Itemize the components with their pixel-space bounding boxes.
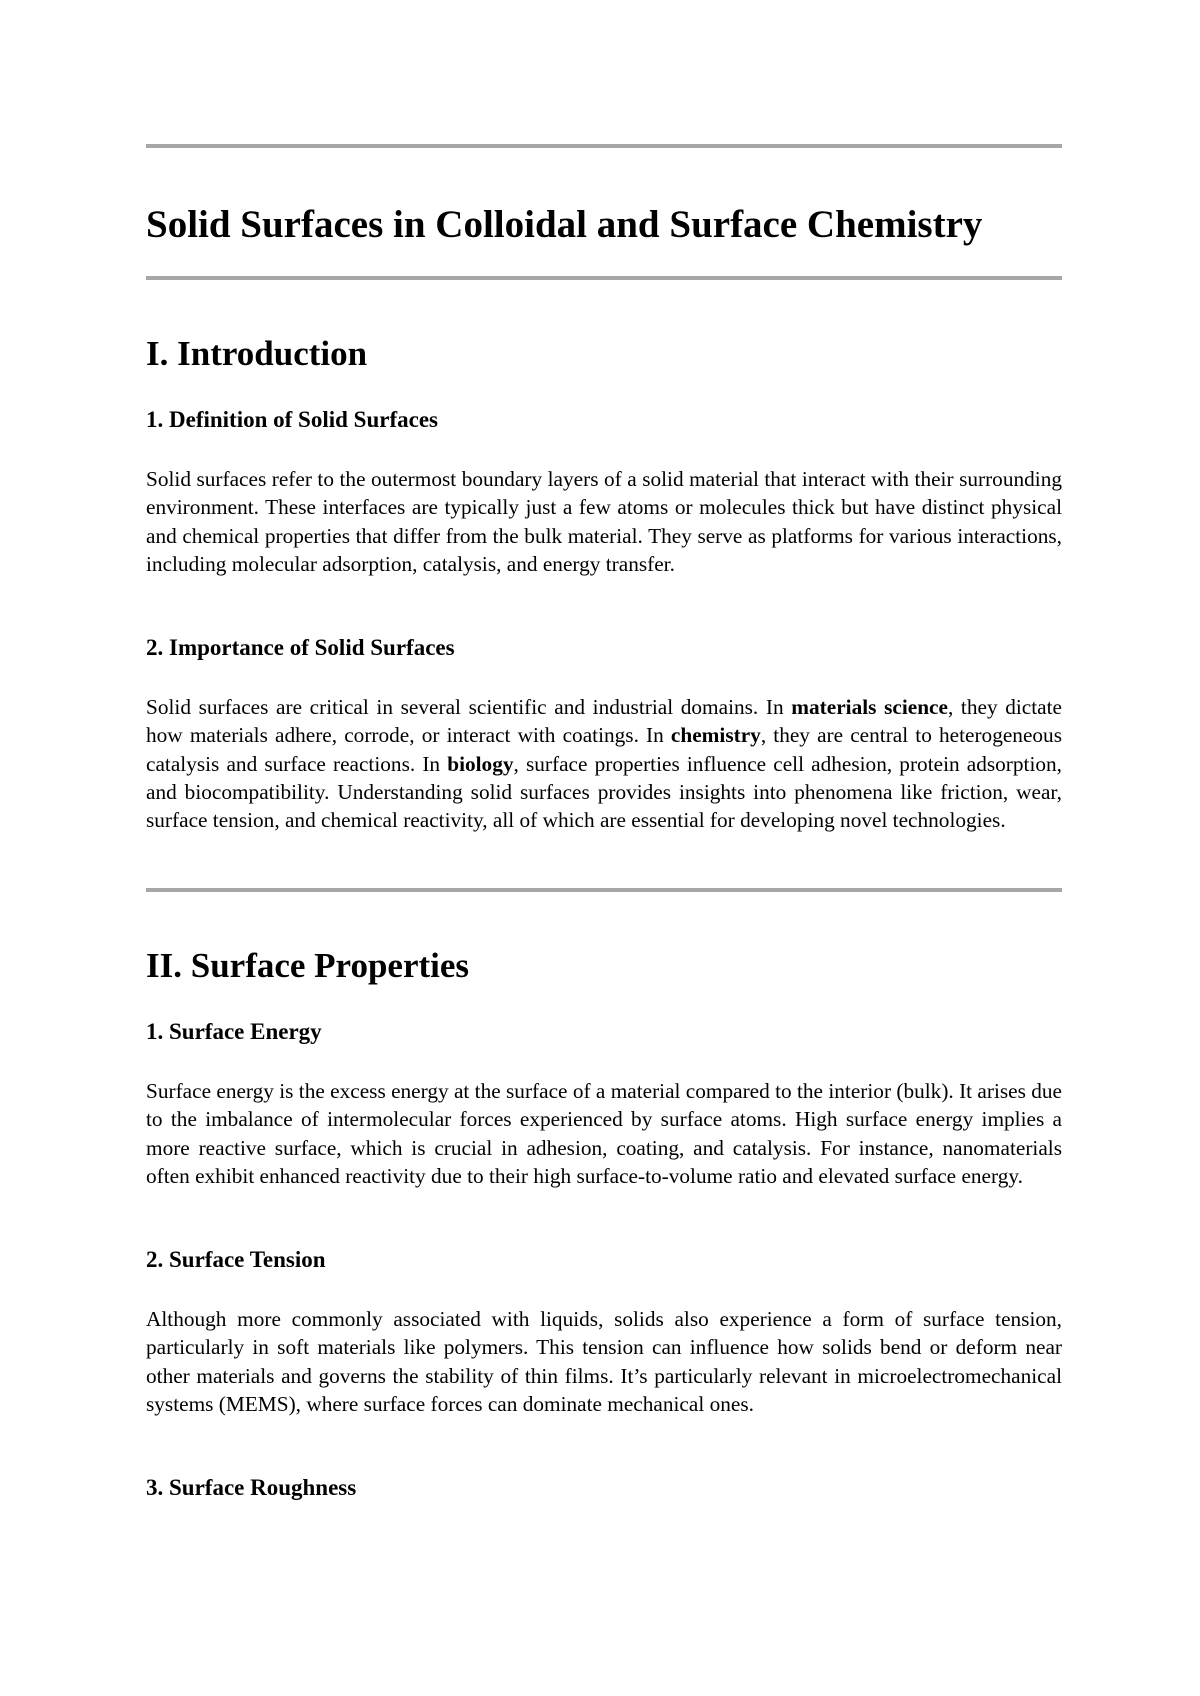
subsection-heading-surface-energy: 1. Surface Energy	[146, 1019, 322, 1044]
subsection-heading-importance: 2. Importance of Solid Surfaces	[146, 635, 455, 660]
paragraph-definition: Solid surfaces refer to the outermost boundary layers of a solid material that interact with their surrounding environment. These interfaces are typically just a few atoms or molecules thick but have distinct physical and chemical properties that differ from the bulk material. They serve as platforms for various interactions, including molecular adsorption, catalysis, and energy transfer.	[146, 467, 1062, 576]
paragraph-importance-text-3: , they are central to heterogeneous catalysis and surface reactions. In	[146, 723, 1062, 776]
bold-term-materials-science: materials science	[791, 695, 948, 719]
section-heading-surface-properties: II. Surface Properties	[146, 946, 470, 985]
subsection-heading-surface-roughness: 3. Surface Roughness	[146, 1475, 357, 1500]
horizontal-rule-top	[146, 144, 1062, 148]
subsection-heading-surface-tension: 2. Surface Tension	[146, 1247, 326, 1272]
paragraph-importance	[146, 693, 1062, 834]
paragraph-importance-text-4: , surface properties influence cell adhesion, protein adsorption, and biocompatibility. Understanding solid surfaces provides insights into phenomena like friction, wear, surface tension, and chemical reactivity, all of which are essential for developing novel technologies.	[146, 751, 1063, 833]
document-title: Solid Surfaces in Colloidal and Surface Chemistry	[146, 203, 983, 246]
horizontal-rule-section	[146, 888, 1062, 892]
section-heading-introduction: I. Introduction	[146, 334, 368, 373]
paragraph-surface-tension: Although more commonly associated with liquids, solids also experience a form of surface tension, particularly in soft materials like polymers. This tension can influence how solids bend or deform near other materials and governs the stability of thin films. It’s particularly relevant in microelectromechanical systems (MEMS), where surface forces can dominate mechanical ones.	[146, 1307, 1062, 1416]
paragraph-importance-text-1: Solid surfaces are critical in several scientific and industrial domains. In	[146, 695, 792, 719]
horizontal-rule-title	[146, 276, 1062, 280]
bold-term-biology: biology	[447, 751, 514, 776]
bold-term-chemistry: chemistry	[670, 723, 761, 748]
paragraph-importance-text-2: , they dictate how materials adhere, corrode, or interact with coatings. In	[146, 695, 1063, 748]
paragraph-surface-energy: Surface energy is the excess energy at the surface of a material compared to the interior (bulk). It arises due to the imbalance of intermolecular forces experienced by surface atoms. High surface energy implies a more reactive surface, which is crucial in adhesion, coating, and catalysis. For instance, nanomaterials often exhibit enhanced reactivity due to their high surface-to-volume ratio and elevated surface energy.	[146, 1079, 1062, 1188]
subsection-heading-definition: 1. Definition of Solid Surfaces	[146, 407, 438, 432]
